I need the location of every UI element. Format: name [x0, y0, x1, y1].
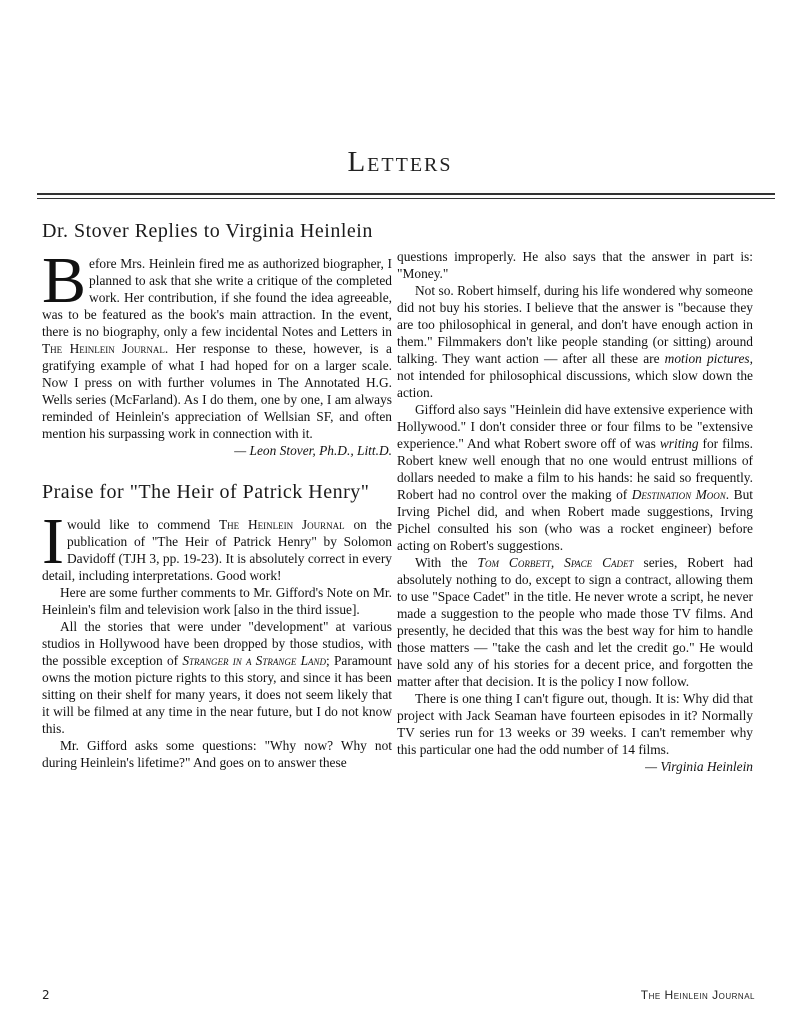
article2-paragraph-1 [42, 505, 392, 584]
article2-paragraph-8 [397, 554, 753, 690]
article1-signature: — Leon Stover, Ph.D., Litt.D. [234, 443, 392, 458]
article2-paragraph-9: There is one thing I can't figure out, though. It is: Why did that project with Jack Seaman have fourteen episodes in it? Normally TV series run for 13 weeks or 39 weeks. I can't remember why this particular one had the odd number of 14 films. [397, 691, 753, 757]
article2-paragraph-5: questions improperly. He also says that the answer in part is: "Money." [397, 249, 753, 281]
article2-p1-text-a: would like to commend [66, 517, 219, 532]
page-title: Letters [347, 146, 453, 178]
journal-name-inline: The Heinlein Journal [218, 517, 345, 532]
left-column [42, 220, 392, 771]
article2-p3-text-b: ; Paramount owns the motion picture rights to this story, and since it has been sitting on their shelf for many years, it does not seem likely that it will be filmed at any time in the near future, but I do not know this. [42, 653, 392, 736]
article2-p7-text-a: Gifford also says "Heinlein did have extensive experience with Hollywood." I don't consider three or four films to be "extensive experience." And what Robert swore off of was [397, 402, 753, 451]
footer-journal-name: The Heinlein Journal [640, 988, 755, 1002]
header-rule-bottom [37, 198, 775, 199]
article2-paragraph-2: Here are some further comments to Mr. Gifford's Note on Mr. Heinlein's film and television work [also in the third issue]. [42, 585, 392, 617]
right-column [397, 248, 753, 775]
article1-text-a: efore Mrs. Heinlein fired me as authorized biographer, I planned to ask that she write a critique of the completed work. Her contribution, if she found the idea agreeable, was to be featured as the book's main attraction. In the event, there is no biography, only a few incidental Notes and Letters in [42, 256, 392, 339]
writing-em: writing [659, 436, 699, 451]
article1-text-b: . Her response to these, however, is a gratifying example of what I had hoped for on a larger scale. Now I press on with further volumes in The Annotated H.G. Wells series (McFarland). As I do them, one by one, I am always reminded of Heinlein's appreciation of Wellsian SF, and often mention his surpassing work in connection with it. [42, 341, 392, 441]
article2-paragraph-7 [397, 401, 753, 554]
article2-p7-text-c: . But Irving Pichel did, and when Robert made suggestions, Irving Pichel consulted his son (who was a rocket engineer) before acting on Robert's suggestions. [397, 487, 753, 553]
article2-p7-text-b: for films. Robert knew well enough that no one would entrust millions of dollars needed to make a film to his hands: he said so frequently. Robert had no control over the making of [397, 436, 753, 502]
tom-corbett-title: Tom Corbett, Space Cadet [477, 555, 634, 570]
article2-p8-text-a: With the [415, 555, 478, 570]
dropcap-b: B [42, 244, 87, 317]
article1-heading: Dr. Stover Replies to Virginia Heinlein [42, 220, 373, 242]
article2-signature: — Virginia Heinlein [645, 759, 753, 774]
article2-heading: Praise for "The Heir of Patrick Henry" [42, 481, 370, 503]
article2-p6-text-b: , not intended for philosophical discussions, which slow down the action. [397, 351, 753, 400]
dropcap-i: I [42, 505, 64, 578]
article2-p1-text-b: on the publication of "The Heir of Patrick Henry" by Solomon Davidoff (TJH 3, pp. 19-23). It is absolutely correct in every detail, including interpretations. Good work! [42, 517, 392, 583]
article1-paragraph [42, 244, 392, 442]
destination-moon-title: Destination Moon [631, 487, 726, 502]
journal-name-inline: The Heinlein Journal [42, 341, 165, 356]
stranger-title: Stranger in a Strange Land [182, 653, 327, 668]
motion-pictures-em: motion pictures [664, 351, 750, 366]
page-number: 2 [42, 988, 50, 1002]
article2-paragraph-6 [397, 282, 753, 401]
article2-p8-text-b: series, Robert had absolutely nothing to do, except to sign a contract, allowing them to use "Space Cadet" in the title. He never wrote a script, he never made a suggestion to the people who made those TV films. And presently, he decided that this was the best way for him to handle those matters — "take the cash and let the credit go." He would have sold any of his stories for a decent price, and forgotten the matter after that decision. It is the policy I now follow. [397, 555, 753, 689]
article2-p6-text-a: Not so. Robert himself, during his life wondered why someone did not buy his stories. I believe that the answer is "because they are too philosophical in general, and don't have enough action in them." Filmmakers don't like people standing (or sitting) around talking. They want action — after all these are [397, 283, 753, 366]
article2-p3-text-a: All the stories that were under "development" at various studios in Hollywood have been dropped by those studios, with the possible exception of [42, 619, 392, 668]
article2-paragraph-4: Mr. Gifford asks some questions: "Why now? Why not during Heinlein's lifetime?" And goes on to answer these [42, 738, 392, 770]
header-rule-top [37, 193, 775, 195]
article2-paragraph-3 [42, 618, 392, 737]
